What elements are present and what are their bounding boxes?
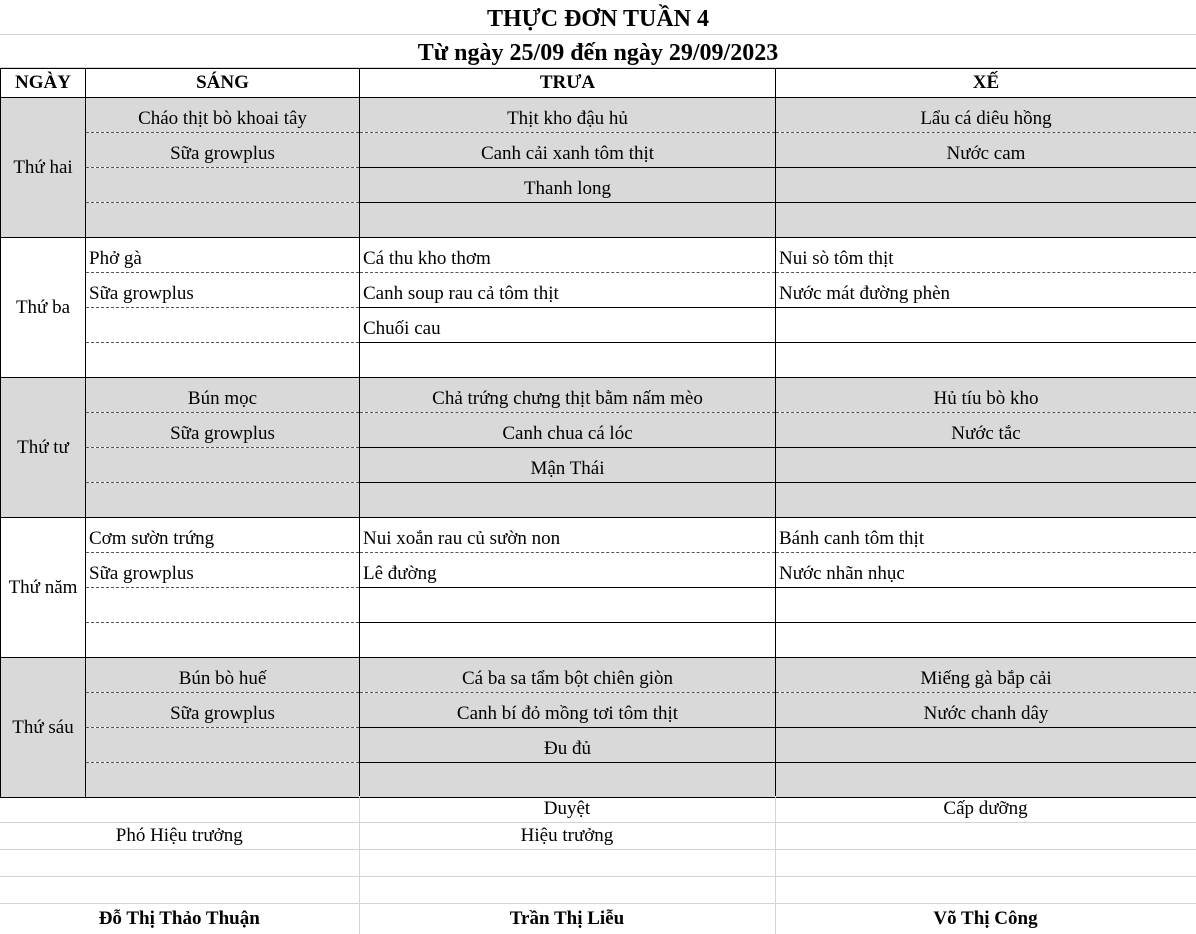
morning-dish: Sữa growplus xyxy=(86,143,359,167)
morning-cell xyxy=(86,273,360,308)
afternoon-cell xyxy=(776,658,1196,693)
menu-row xyxy=(1,728,1196,763)
vice-principal-title: Phó Hiệu trưởng xyxy=(0,823,359,850)
blank-cell xyxy=(775,850,1196,877)
morning-cell xyxy=(86,133,360,168)
menu-row xyxy=(1,693,1196,728)
afternoon-cell xyxy=(776,273,1196,308)
day-label: Thứ năm xyxy=(1,518,86,658)
morning-cell xyxy=(86,483,360,518)
menu-row xyxy=(1,98,1196,133)
afternoon-cell xyxy=(776,623,1196,658)
lunch-dish: Thịt kho đậu hủ xyxy=(360,108,775,132)
blank-cell xyxy=(775,877,1196,904)
blank-cell xyxy=(359,877,775,904)
approved-label: Duyệt xyxy=(359,796,775,823)
morning-cell xyxy=(86,203,360,238)
menu-title: THỰC ĐƠN TUẦN 4 xyxy=(0,0,1196,35)
blank-cell xyxy=(359,850,775,877)
menu-row xyxy=(1,168,1196,203)
lunch-cell xyxy=(360,658,776,693)
cook-name: Võ Thị Công xyxy=(775,904,1196,934)
morning-dish: Cơm sườn trứng xyxy=(89,528,359,552)
lunch-cell xyxy=(360,448,776,483)
signature-table xyxy=(0,796,1196,934)
principal-title: Hiệu trưởng xyxy=(359,823,775,850)
afternoon-cell xyxy=(776,588,1196,623)
morning-cell xyxy=(86,378,360,413)
lunch-cell xyxy=(360,343,776,378)
header-row xyxy=(1,69,1196,98)
principal-name: Trần Thị Liễu xyxy=(359,904,775,934)
lunch-dish: Lê đường xyxy=(363,563,775,587)
morning-cell xyxy=(86,168,360,203)
afternoon-cell xyxy=(776,203,1196,238)
date-range: Từ ngày 25/09 đến ngày 29/09/2023 xyxy=(0,35,1196,68)
morning-dish: Bún bò huế xyxy=(86,668,359,692)
lunch-dish: Canh soup rau cả tôm thịt xyxy=(363,283,775,307)
lunch-dish: Mận Thái xyxy=(360,458,775,482)
menu-row xyxy=(1,203,1196,238)
day-label: Thứ tư xyxy=(1,378,86,518)
afternoon-dish: Nước cam xyxy=(776,143,1196,167)
morning-cell xyxy=(86,553,360,588)
morning-cell xyxy=(86,308,360,343)
menu-row xyxy=(1,588,1196,623)
morning-dish: Phở gà xyxy=(89,248,359,272)
afternoon-dish: Nước nhãn nhục xyxy=(779,563,1196,587)
lunch-dish: Cá ba sa tẩm bột chiên giòn xyxy=(360,668,775,692)
menu-row xyxy=(1,133,1196,168)
weekly-menu-table xyxy=(0,68,1196,798)
afternoon-cell xyxy=(776,168,1196,203)
lunch-cell xyxy=(360,553,776,588)
cook-title: Cấp dưỡng xyxy=(775,796,1196,823)
afternoon-cell xyxy=(776,693,1196,728)
afternoon-cell xyxy=(776,763,1196,798)
lunch-dish: Chả trứng chưng thịt bằm nấm mèo xyxy=(360,388,775,412)
lunch-dish: Canh bí đỏ mồng tơi tôm thịt xyxy=(360,703,775,727)
afternoon-cell xyxy=(776,343,1196,378)
menu-row xyxy=(1,553,1196,588)
lunch-cell xyxy=(360,518,776,553)
menu-row xyxy=(1,658,1196,693)
morning-cell xyxy=(86,693,360,728)
morning-cell xyxy=(86,658,360,693)
lunch-dish: Chuối cau xyxy=(363,318,775,342)
morning-dish: Sữa growplus xyxy=(89,563,359,587)
header-lunch: TRƯA xyxy=(360,69,776,98)
afternoon-dish: Lẩu cá diêu hồng xyxy=(776,108,1196,132)
afternoon-cell xyxy=(776,483,1196,518)
menu-row xyxy=(1,273,1196,308)
afternoon-cell xyxy=(776,518,1196,553)
lunch-cell xyxy=(360,693,776,728)
morning-cell xyxy=(86,728,360,763)
header-day: NGÀY xyxy=(1,69,86,98)
morning-cell xyxy=(86,413,360,448)
afternoon-dish: Bánh canh tôm thịt xyxy=(779,528,1196,552)
lunch-cell xyxy=(360,623,776,658)
header-afternoon: XẾ xyxy=(776,69,1196,98)
menu-row xyxy=(1,238,1196,273)
lunch-cell xyxy=(360,413,776,448)
lunch-dish: Nui xoắn rau củ sườn non xyxy=(363,528,775,552)
morning-dish: Sữa growplus xyxy=(89,283,359,307)
lunch-cell xyxy=(360,728,776,763)
menu-row xyxy=(1,343,1196,378)
morning-cell xyxy=(86,343,360,378)
lunch-cell xyxy=(360,308,776,343)
day-label: Thứ hai xyxy=(1,98,86,238)
afternoon-cell xyxy=(776,553,1196,588)
lunch-cell xyxy=(360,588,776,623)
morning-cell xyxy=(86,238,360,273)
blank-cell xyxy=(0,877,359,904)
menu-row xyxy=(1,763,1196,798)
blank-cell xyxy=(0,850,359,877)
afternoon-dish: Nước mát đường phèn xyxy=(779,283,1196,307)
afternoon-dish: Nước tắc xyxy=(776,423,1196,447)
morning-cell xyxy=(86,518,360,553)
lunch-dish: Đu đủ xyxy=(360,738,775,762)
afternoon-dish: Miếng gà bắp cải xyxy=(776,668,1196,692)
morning-cell xyxy=(86,98,360,133)
menu-row xyxy=(1,413,1196,448)
lunch-cell xyxy=(360,273,776,308)
afternoon-cell xyxy=(776,308,1196,343)
menu-row xyxy=(1,518,1196,553)
afternoon-dish: Nước chanh dây xyxy=(776,703,1196,727)
afternoon-cell xyxy=(776,98,1196,133)
day-label: Thứ ba xyxy=(1,238,86,378)
lunch-dish: Thanh long xyxy=(360,178,775,202)
afternoon-cell xyxy=(776,238,1196,273)
menu-row xyxy=(1,378,1196,413)
morning-cell xyxy=(86,763,360,798)
lunch-cell xyxy=(360,238,776,273)
morning-cell xyxy=(86,623,360,658)
menu-row xyxy=(1,623,1196,658)
morning-cell xyxy=(86,588,360,623)
lunch-cell xyxy=(360,168,776,203)
afternoon-cell xyxy=(776,378,1196,413)
lunch-dish: Cá thu kho thơm xyxy=(363,248,775,272)
lunch-dish: Canh cải xanh tôm thịt xyxy=(360,143,775,167)
morning-dish: Cháo thịt bò khoai tây xyxy=(86,108,359,132)
afternoon-cell xyxy=(776,413,1196,448)
afternoon-dish: Nui sò tôm thịt xyxy=(779,248,1196,272)
blank-cell xyxy=(775,823,1196,850)
morning-dish: Bún mọc xyxy=(86,388,359,412)
vice-principal-name: Đỗ Thị Thảo Thuận xyxy=(0,904,359,934)
lunch-cell xyxy=(360,203,776,238)
lunch-cell xyxy=(360,763,776,798)
lunch-cell xyxy=(360,133,776,168)
afternoon-cell xyxy=(776,728,1196,763)
morning-cell xyxy=(86,448,360,483)
morning-dish: Sữa growplus xyxy=(86,423,359,447)
header-morning: SÁNG xyxy=(86,69,360,98)
menu-row xyxy=(1,483,1196,518)
blank-cell xyxy=(0,796,359,823)
menu-row xyxy=(1,448,1196,483)
lunch-cell xyxy=(360,98,776,133)
afternoon-cell xyxy=(776,133,1196,168)
lunch-dish: Canh chua cá lóc xyxy=(360,423,775,447)
day-label: Thứ sáu xyxy=(1,658,86,798)
afternoon-cell xyxy=(776,448,1196,483)
afternoon-dish: Hủ tíu bò kho xyxy=(776,388,1196,412)
menu-row xyxy=(1,308,1196,343)
morning-dish: Sữa growplus xyxy=(86,703,359,727)
lunch-cell xyxy=(360,483,776,518)
lunch-cell xyxy=(360,378,776,413)
